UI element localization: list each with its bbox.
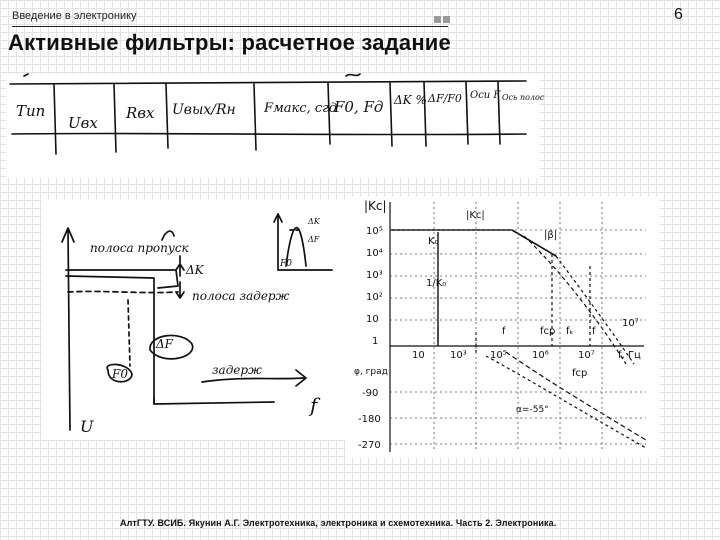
table-col-rin: Rвх: [126, 104, 155, 122]
bode-one-over-k-label: 1/K₀: [426, 278, 447, 289]
footer-citation: АлтГТУ. ВСИБ. Якунин А.Г. Электротехника, электроника и схемотехника. Часть 2. Электроника.: [120, 518, 557, 528]
header-rule: [12, 26, 448, 27]
page-number: 6: [674, 6, 683, 23]
label-inset-dk: ΔK: [308, 217, 320, 226]
bode-f-marker-4: 10⁷: [622, 318, 639, 329]
bode-k-tick-0: 10⁵: [366, 226, 383, 237]
label-delta-f: ΔF: [156, 337, 173, 351]
table-col-dk: ΔK %: [394, 93, 427, 107]
bode-k-axis-label: |Kс|: [364, 199, 387, 213]
bode-phase-annotation: α=-55°: [516, 405, 549, 415]
table-col-fmax: Fмакс, сгд: [264, 101, 337, 116]
spectrum-sketch-drawing: [42, 200, 352, 440]
table-col-axis-f: Оси F: [470, 90, 501, 101]
bode-k-tick-5: 1: [372, 336, 379, 347]
bode-passband-label: K₀: [428, 236, 439, 247]
label-inset-f0: F0: [280, 259, 292, 269]
label-delta-k: ΔK: [186, 263, 204, 277]
table-col-type: Тип: [16, 102, 46, 120]
bode-k-tick-4: 10: [366, 314, 379, 325]
bode-phase-tick-0: -90: [362, 388, 379, 399]
bode-plot: [346, 196, 660, 458]
bode-f-marker-2: fₖ: [566, 326, 574, 337]
bode-plot-drawing: [346, 196, 660, 458]
bode-fsr-label: fср: [572, 368, 588, 379]
bode-b-label: |β|: [544, 230, 558, 241]
bode-k-tick-1: 10⁴: [366, 248, 383, 259]
table-col-axis-band: Ось полос: [502, 93, 545, 102]
bode-f-tick-4: 10⁷: [578, 350, 595, 361]
table-col-f0: F0, Fд: [334, 98, 384, 116]
slide-header: [8, 4, 708, 26]
header-decoration: [434, 16, 450, 23]
bode-f-marker-0: f: [502, 326, 506, 337]
bode-f-tick-2: 10⁵: [490, 350, 507, 361]
label-passband: полоса пропуск: [90, 241, 189, 255]
label-f-axis: f: [310, 393, 318, 417]
k-axis-line: [68, 230, 70, 430]
bode-phase-tick-1: -180: [358, 414, 381, 425]
bode-f-marker-1: fср: [540, 326, 556, 337]
table-sketch: [6, 74, 545, 178]
bode-f-tick-3: 10⁶: [532, 350, 549, 361]
spectrum-sketch: [42, 200, 352, 440]
bode-f-tick-1: 10³: [450, 350, 467, 361]
course-label: Введение в электронику: [12, 10, 137, 22]
bode-phase-tick-2: -270: [358, 440, 381, 451]
label-f0: F0: [112, 367, 128, 381]
bode-k-curve-label: |Kс|: [466, 210, 485, 221]
label-stop: задерж: [212, 363, 262, 377]
table-sketch-drawing: [6, 74, 545, 178]
table-col-uin: Uвх: [68, 114, 98, 132]
bode-f-axis-label: f, Гц: [618, 350, 641, 361]
table-col-df: ΔF/F0: [428, 92, 462, 105]
bode-f-marker-3: f: [592, 326, 596, 337]
bode-k-tick-2: 10³: [366, 270, 383, 281]
bode-phase-unit: φ, град: [354, 367, 388, 377]
bode-k-tick-3: 10²: [366, 292, 383, 303]
label-inset-df: ΔF: [308, 235, 320, 244]
bode-f-tick-0: 10: [412, 350, 425, 361]
table-col-uout: Uвых/Rн: [172, 102, 236, 118]
label-k-axis: U: [80, 417, 94, 436]
slide-title: Активные фильтры: расчетное задание: [8, 30, 451, 55]
label-stopband: полоса задерж: [192, 289, 290, 303]
